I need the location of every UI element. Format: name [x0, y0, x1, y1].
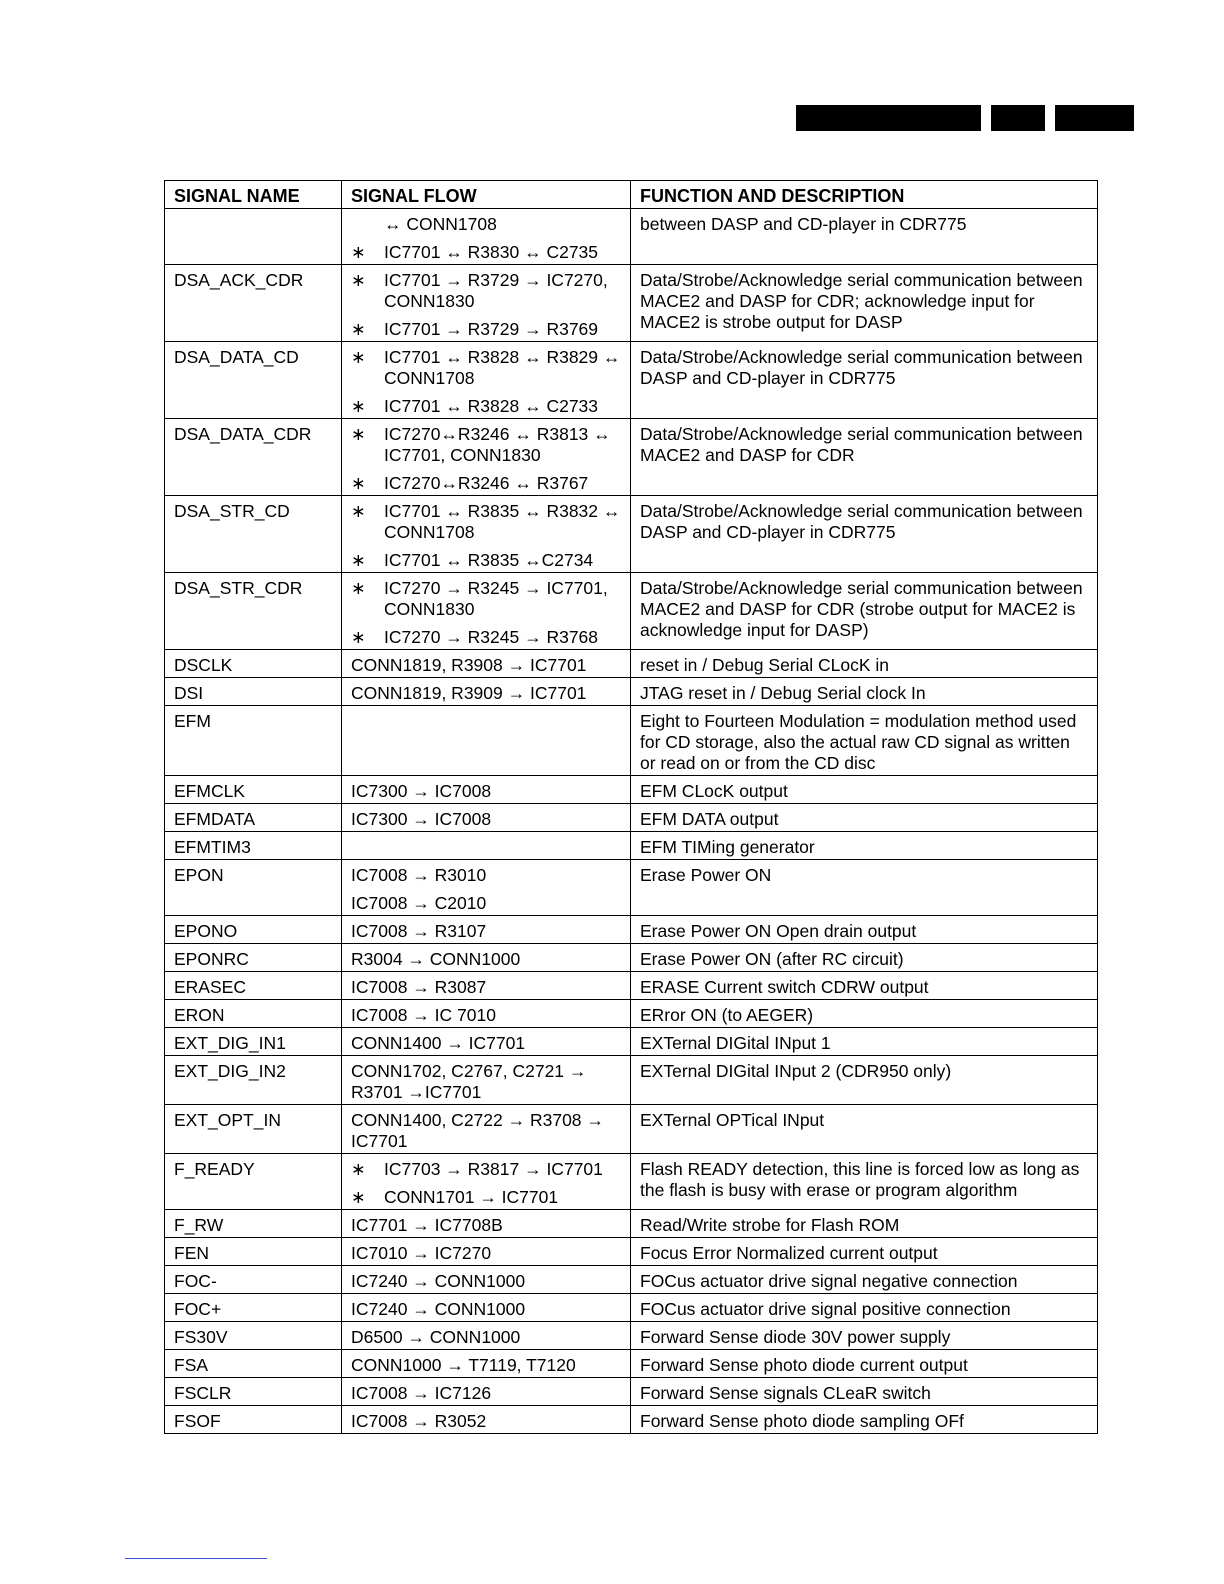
function-description-cell: ERror ON (to AEGER) [631, 1000, 1098, 1028]
table-row [165, 1105, 1098, 1154]
signal-flow-line [351, 809, 622, 830]
bullet-marker: ∗ [351, 396, 366, 416]
signal-flow-text: CONN1701 → IC7701 [384, 1187, 559, 1207]
function-description-cell: Data/Strobe/Acknowledge serial communication between MACE2 and DASP for CDR [631, 419, 1098, 496]
signal-flow-line [351, 1299, 622, 1320]
signal-name-cell: DSA_DATA_CD [165, 342, 342, 419]
signal-flow-cell [342, 419, 631, 496]
table-row [165, 342, 1098, 419]
signal-flow-text: IC7008 → R3052 [351, 1411, 487, 1431]
signal-flow-line [351, 501, 622, 543]
signal-flow-line [351, 424, 622, 466]
signal-name-cell: DSA_ACK_CDR [165, 265, 342, 342]
signal-flow-cell [342, 1294, 631, 1322]
table-row [165, 776, 1098, 804]
signal-flow-text: IC7701 ↔ R3830 ↔ C2735 [384, 242, 599, 262]
table-header-row [165, 181, 1098, 209]
signal-name-cell: EFMCLK [165, 776, 342, 804]
function-description-cell: Data/Strobe/Acknowledge serial communication between DASP and CD-player in CDR775 [631, 496, 1098, 573]
signal-flow-line [351, 1215, 622, 1236]
signal-flow-text: IC7300 → IC7008 [351, 809, 492, 829]
signal-flow-cell [342, 265, 631, 342]
signal-flow-cell [342, 1266, 631, 1294]
signal-flow-cell [342, 776, 631, 804]
function-description-cell: Erase Power ON Open drain output [631, 916, 1098, 944]
bullet-marker: ∗ [351, 319, 366, 339]
function-description-cell: Data/Strobe/Acknowledge serial communication between MACE2 and DASP for CDR; acknowledge input for MACE2 is strobe output for DASP [631, 265, 1098, 342]
header-bar-block [991, 105, 1045, 131]
function-description-cell: Focus Error Normalized current output [631, 1238, 1098, 1266]
signal-flow-cell [342, 1322, 631, 1350]
table-row [165, 1210, 1098, 1238]
signal-flow-line [351, 1061, 622, 1103]
table-row [165, 1154, 1098, 1210]
signal-flow-cell [342, 1406, 631, 1434]
signal-flow-text: CONN1400 → IC7701 [351, 1033, 526, 1053]
header-bar-block [1055, 105, 1134, 131]
signal-flow-line [351, 473, 622, 494]
signal-flow-text: IC7010 → IC7270 [351, 1243, 492, 1263]
function-description-cell: FOCus actuator drive signal negative connection [631, 1266, 1098, 1294]
signal-flow-text: CONN1819, R3908 → IC7701 [351, 655, 587, 675]
table-row [165, 1000, 1098, 1028]
signal-flow-text: IC7703 → R3817 → IC7701 [384, 1159, 603, 1179]
signal-flow-text: IC7701 → IC7708B [351, 1215, 503, 1235]
table-row [165, 419, 1098, 496]
column-header-function: FUNCTION AND DESCRIPTION [631, 181, 1098, 209]
table-row [165, 573, 1098, 650]
signal-name-cell: EXT_DIG_IN2 [165, 1056, 342, 1105]
signal-flow-cell [342, 1028, 631, 1056]
signal-flow-text: CONN1819, R3909 → IC7701 [351, 683, 587, 703]
function-description-cell: between DASP and CD-player in CDR775 [631, 209, 1098, 265]
signal-flow-line [351, 655, 622, 676]
table-row [165, 678, 1098, 706]
signal-name-cell: DSA_STR_CD [165, 496, 342, 573]
signal-flow-cell [342, 832, 631, 860]
signal-flow-line [351, 1383, 622, 1404]
signal-flow-text: IC7701 ↔ R3828 ↔ C2733 [384, 396, 599, 416]
table-row [165, 496, 1098, 573]
column-header-signal-flow: SIGNAL FLOW [342, 181, 631, 209]
signal-flow-text: IC7701 ↔ R3828 ↔ R3829 ↔ CONN1708 [384, 347, 621, 388]
function-description-cell: Forward Sense diode 30V power supply [631, 1322, 1098, 1350]
table-row [165, 860, 1098, 916]
signal-name-cell: FEN [165, 1238, 342, 1266]
signal-flow-line [351, 214, 622, 235]
signal-flow-line [351, 1327, 622, 1348]
signal-flow-cell [342, 1000, 631, 1028]
function-description-cell: EFM TIMing generator [631, 832, 1098, 860]
signal-name-cell: EPONO [165, 916, 342, 944]
bullet-marker: ∗ [351, 1187, 366, 1207]
bullet-marker: ∗ [351, 578, 366, 598]
table-row [165, 1294, 1098, 1322]
signal-flow-line [351, 781, 622, 802]
signal-flow-text: CONN1702, C2767, C2721 → R3701 →IC7701 [351, 1061, 587, 1102]
signal-flow-line [351, 1271, 622, 1292]
function-description-cell: FOCus actuator drive signal positive connection [631, 1294, 1098, 1322]
signal-flow-text: IC7300 → IC7008 [351, 781, 492, 801]
signal-flow-line [351, 683, 622, 704]
table-row [165, 1322, 1098, 1350]
signal-name-cell: DSA_STR_CDR [165, 573, 342, 650]
signal-flow-text: CONN1000 → T7119, T7120 [351, 1355, 576, 1375]
signal-flow-line [351, 1033, 622, 1054]
signal-flow-line [351, 977, 622, 998]
function-description-cell: Erase Power ON [631, 860, 1098, 916]
signal-flow-line [351, 396, 622, 417]
function-description-cell: Eight to Fourteen Modulation = modulation method used for CD storage, also the actual raw CD signal as written or read on or from the CD disc [631, 706, 1098, 776]
bullet-marker: ∗ [351, 550, 366, 570]
signal-flow-cell [342, 1105, 631, 1154]
table-row [165, 1266, 1098, 1294]
signal-name-cell: DSA_DATA_CDR [165, 419, 342, 496]
signal-flow-line [351, 1355, 622, 1376]
signal-flow-cell [342, 1350, 631, 1378]
signal-flow-text: IC7008 → IC 7010 [351, 1005, 496, 1025]
signal-flow-text: CONN1400, C2722 → R3708 → IC7701 [351, 1110, 604, 1151]
column-header-signal-name: SIGNAL NAME [165, 181, 342, 209]
signal-table [164, 180, 1098, 1434]
function-description-cell: EXTernal DIGital INput 2 (CDR950 only) [631, 1056, 1098, 1105]
signal-flow-line [351, 627, 622, 648]
signal-flow-cell [342, 1210, 631, 1238]
signal-name-cell: FOC+ [165, 1294, 342, 1322]
signal-name-cell: EFMTIM3 [165, 832, 342, 860]
signal-flow-cell [342, 1378, 631, 1406]
signal-flow-text: D6500 → CONN1000 [351, 1327, 521, 1347]
function-description-cell: Erase Power ON (after RC circuit) [631, 944, 1098, 972]
function-description-cell: reset in / Debug Serial CLocK in [631, 650, 1098, 678]
table-row [165, 706, 1098, 776]
signal-flow-text: IC7270 → R3245 → IC7701, CONN1830 [384, 578, 608, 619]
signal-flow-cell [342, 1238, 631, 1266]
signal-flow-line [351, 242, 622, 263]
signal-name-cell: FOC- [165, 1266, 342, 1294]
signal-flow-line [351, 921, 622, 942]
signal-name-cell: ERON [165, 1000, 342, 1028]
signal-flow-cell [342, 860, 631, 916]
function-description-cell: EXTernal OPTical INput [631, 1105, 1098, 1154]
signal-flow-line [351, 550, 622, 571]
signal-name-cell [165, 209, 342, 265]
signal-flow-text: ↔ CONN1708 [384, 214, 497, 234]
signal-flow-line [351, 949, 622, 970]
signal-flow-text: IC7270 → R3245 → R3768 [384, 627, 599, 647]
table-row [165, 944, 1098, 972]
signal-flow-text: IC7270↔R3246 ↔ R3767 [384, 473, 589, 493]
function-description-cell: Read/Write strobe for Flash ROM [631, 1210, 1098, 1238]
signal-flow-text: IC7008 → R3010 [351, 865, 487, 885]
table-row [165, 265, 1098, 342]
signal-flow-text: IC7701 ↔ R3835 ↔ R3832 ↔ CONN1708 [384, 501, 621, 542]
signal-name-cell: EXT_DIG_IN1 [165, 1028, 342, 1056]
table-row [165, 972, 1098, 1000]
function-description-cell: Forward Sense signals CLeaR switch [631, 1378, 1098, 1406]
signal-name-cell: FSCLR [165, 1378, 342, 1406]
signal-flow-line [351, 1159, 622, 1180]
signal-flow-line [351, 893, 622, 914]
bullet-marker: ∗ [351, 501, 366, 521]
function-description-cell: Flash READY detection, this line is forced low as long as the flash is busy with erase or program algorithm [631, 1154, 1098, 1210]
signal-flow-cell [342, 496, 631, 573]
signal-name-cell: FS30V [165, 1322, 342, 1350]
header-bar-block [796, 105, 981, 131]
bullet-marker: ∗ [351, 424, 366, 444]
signal-name-cell: F_RW [165, 1210, 342, 1238]
table-row [165, 1056, 1098, 1105]
signal-flow-cell [342, 678, 631, 706]
function-description-cell: EFM CLocK output [631, 776, 1098, 804]
bullet-marker: ∗ [351, 242, 366, 262]
signal-name-cell: DSCLK [165, 650, 342, 678]
function-description-cell: Forward Sense photo diode current output [631, 1350, 1098, 1378]
signal-flow-line [351, 865, 622, 886]
table-row [165, 1406, 1098, 1434]
table-row [165, 650, 1098, 678]
signal-flow-text: IC7240 → CONN1000 [351, 1299, 526, 1319]
signal-name-cell: EPONRC [165, 944, 342, 972]
table-row [165, 1238, 1098, 1266]
signal-flow-text: IC7240 → CONN1000 [351, 1271, 526, 1291]
signal-name-cell: F_READY [165, 1154, 342, 1210]
signal-flow-line [351, 1243, 622, 1264]
signal-name-cell: ERASEC [165, 972, 342, 1000]
signal-flow-line [351, 1005, 622, 1026]
signal-flow-text: IC7270↔R3246 ↔ R3813 ↔ IC7701, CONN1830 [384, 424, 611, 465]
signal-flow-line [351, 1411, 622, 1432]
signal-flow-text: IC7008 → R3107 [351, 921, 487, 941]
function-description-cell: Forward Sense photo diode sampling OFf [631, 1406, 1098, 1434]
function-description-cell: EXTernal DIGital INput 1 [631, 1028, 1098, 1056]
function-description-cell: Data/Strobe/Acknowledge serial communication between MACE2 and DASP for CDR (strobe output for MACE2 is acknowledge input for DASP) [631, 573, 1098, 650]
signal-flow-text: IC7701 → R3729 → R3769 [384, 319, 599, 339]
signal-flow-line [351, 319, 622, 340]
signal-flow-cell [342, 1056, 631, 1105]
bullet-marker: ∗ [351, 347, 366, 367]
table-row [165, 1028, 1098, 1056]
signal-flow-cell [342, 209, 631, 265]
bullet-marker: ∗ [351, 1159, 366, 1179]
signal-flow-text: IC7701 → R3729 → IC7270, CONN1830 [384, 270, 608, 311]
signal-flow-cell [342, 573, 631, 650]
signal-flow-line [351, 578, 622, 620]
signal-flow-line [351, 1110, 622, 1152]
signal-flow-text: IC7008 → R3087 [351, 977, 487, 997]
table-row [165, 804, 1098, 832]
function-description-cell: JTAG reset in / Debug Serial clock In [631, 678, 1098, 706]
signal-flow-cell [342, 342, 631, 419]
signal-flow-cell [342, 706, 631, 776]
function-description-cell: ERASE Current switch CDRW output [631, 972, 1098, 1000]
function-description-cell: Data/Strobe/Acknowledge serial communication between DASP and CD-player in CDR775 [631, 342, 1098, 419]
signal-flow-cell [342, 972, 631, 1000]
signal-name-cell: EPON [165, 860, 342, 916]
signal-flow-cell [342, 1154, 631, 1210]
bullet-marker: ∗ [351, 627, 366, 647]
signal-flow-cell [342, 944, 631, 972]
signal-name-cell: DSI [165, 678, 342, 706]
signal-name-cell: EXT_OPT_IN [165, 1105, 342, 1154]
signal-flow-line [351, 270, 622, 312]
bullet-marker: ∗ [351, 473, 366, 493]
signal-flow-text: R3004 → CONN1000 [351, 949, 521, 969]
function-description-cell: EFM DATA output [631, 804, 1098, 832]
signal-flow-text: IC7008 → IC7126 [351, 1383, 492, 1403]
signal-flow-text: IC7701 ↔ R3835 ↔C2734 [384, 550, 594, 570]
signal-flow-text: IC7008 → C2010 [351, 893, 487, 913]
bullet-marker: ∗ [351, 270, 366, 290]
table-row [165, 1350, 1098, 1378]
signal-name-cell: FSA [165, 1350, 342, 1378]
table-row [165, 1378, 1098, 1406]
signal-flow-cell [342, 916, 631, 944]
signal-flow-cell [342, 650, 631, 678]
signal-flow-line [351, 347, 622, 389]
signal-name-cell: EFMDATA [165, 804, 342, 832]
signal-flow-line [351, 1187, 622, 1208]
table-row [165, 209, 1098, 265]
table-row [165, 832, 1098, 860]
signal-flow-cell [342, 804, 631, 832]
footer-link-underline [125, 1558, 267, 1559]
signal-name-cell: FSOF [165, 1406, 342, 1434]
table-row [165, 916, 1098, 944]
signal-name-cell: EFM [165, 706, 342, 776]
